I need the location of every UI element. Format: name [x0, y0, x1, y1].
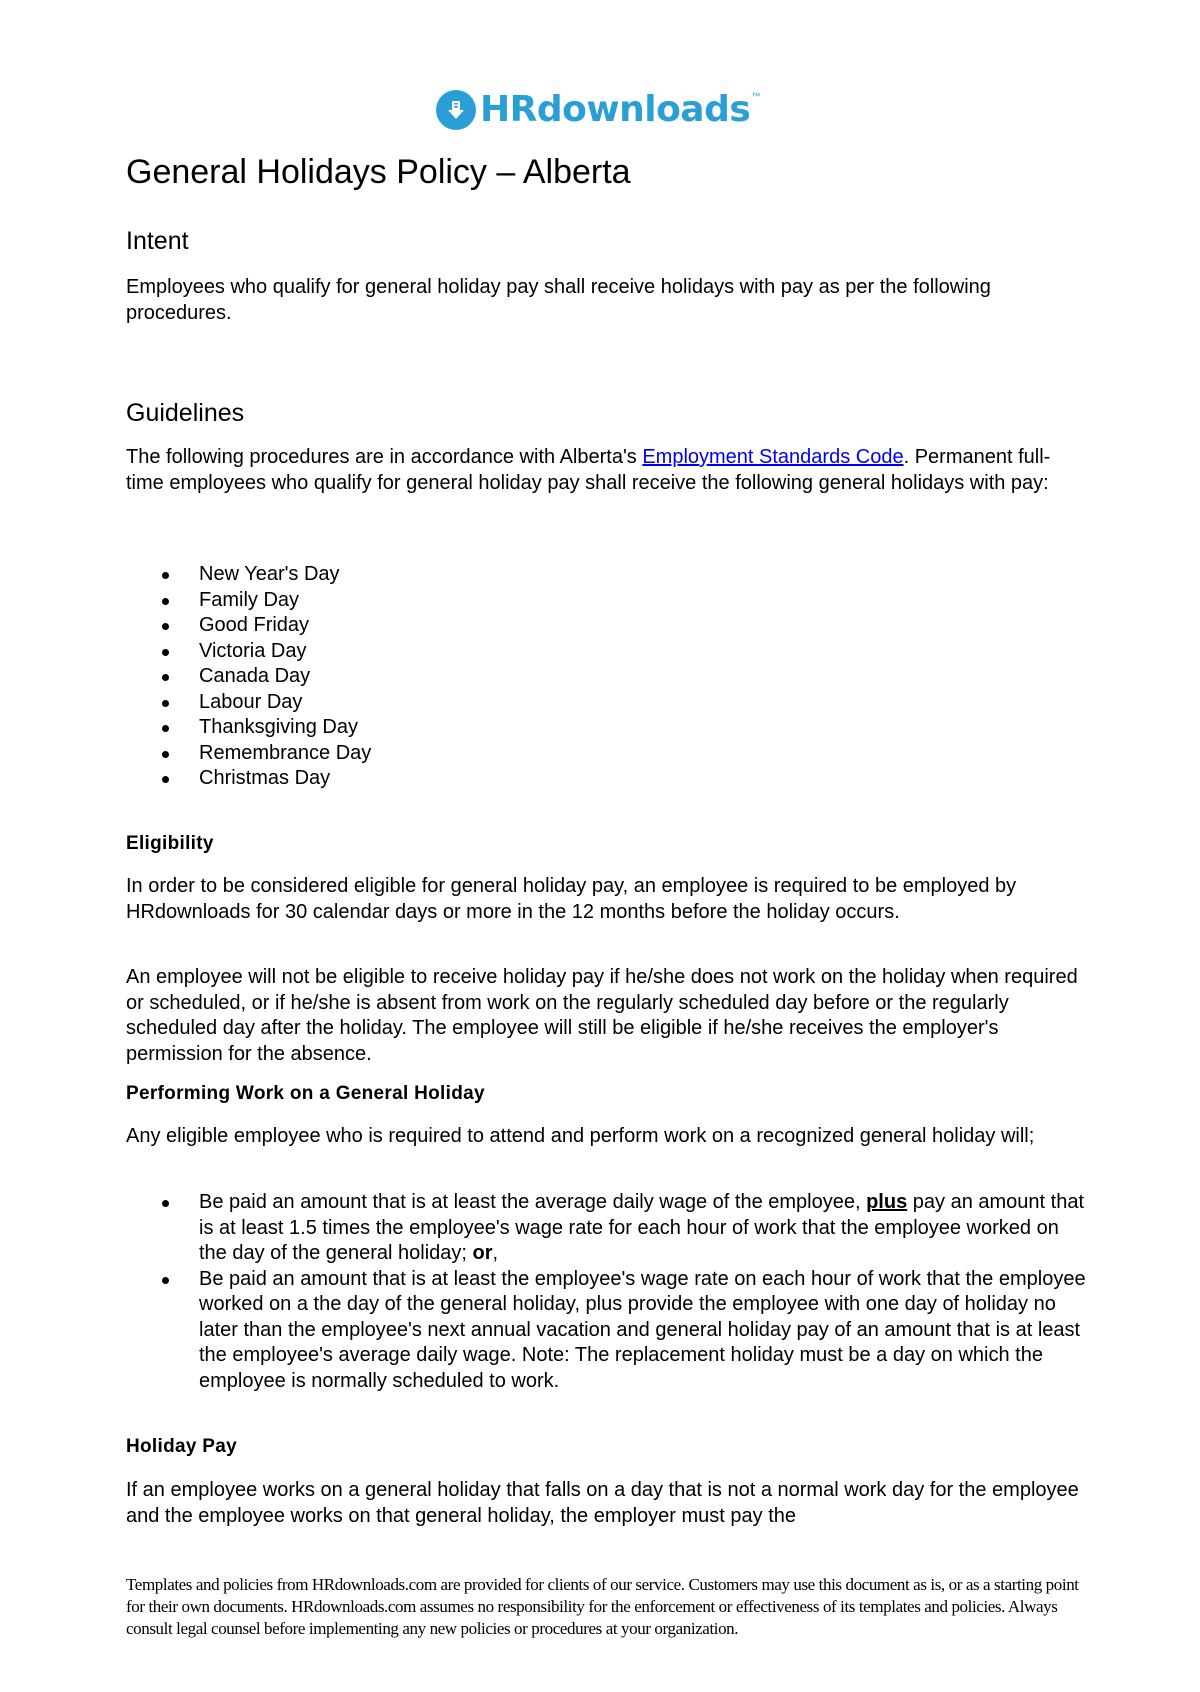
eligibility-paragraph-1: In order to be considered eligible for general holiday pay, an employee is required to be employed by HRdownloads for 30 calendar days or more in the 12 months before the holiday occurs. [126, 875, 1017, 923]
or-emphasis: or [472, 1242, 493, 1264]
employment-standards-code-link[interactable]: Employment Standards Code [642, 446, 904, 468]
trademark-mark: ™ [751, 91, 761, 101]
list-item: Good Friday [126, 613, 1086, 639]
list-item: Be paid an amount that is at least the employee's wage rate on each hour of work that the employee worked on a the day of the general holiday, plus provide the employee with one day of holiday no later than the employee's next annual vacation and general holiday pay of an amount that is at least the employee's average daily wage. Note: The replacement holiday must be a day on which the employee is normally scheduled to work. [126, 1267, 1086, 1395]
brand-name: HRdownloads [480, 89, 751, 130]
document-title: General Holidays Policy – Alberta [126, 153, 631, 191]
eligibility-paragraph-2: An employee will not be eligible to receive holiday pay if he/she does not work on the holiday when required or scheduled, or if he/she is absent from work on the regularly scheduled day before or the regularly scheduled day after the holiday. The employee will still be eligible if he/she receives the employer's permission for the absence. [126, 966, 1078, 1065]
list-item: Canada Day [126, 664, 1086, 690]
holiday-list [126, 562, 1086, 792]
list-item: Christmas Day [126, 766, 1086, 792]
performing-work-list [126, 1190, 1086, 1394]
guidelines-heading: Guidelines [126, 399, 245, 427]
guidelines-text: The following procedures are in accordance with Alberta's Employment Standards Code. Permanent full-time employees who qualify for general holiday pay shall receive the following general holidays with pay: [126, 446, 1051, 494]
list-item: Remembrance Day [126, 741, 1086, 767]
intent-heading: Intent [126, 227, 189, 255]
footer-disclaimer: Templates and policies from HRdownloads.com are provided for clients of our service. Customers may use this document as is, or as a starting point for their own documents. HRdownloads.com assumes no responsibility for the enforcement or effectiveness of its templates and policies. Always consult legal counsel before implementing any new policies or procedures at your organization. [126, 1575, 1079, 1638]
holiday-pay-text: If an employee works on a general holiday that falls on a day that is not a normal work day for the employee and the employee works on that general holiday, the employer must pay the [126, 1479, 1079, 1527]
list-item: New Year's Day [126, 562, 1086, 588]
brand-logo [436, 85, 760, 135]
holiday-pay-heading: Holiday Pay [126, 1436, 238, 1457]
eligibility-heading: Eligibility [126, 833, 214, 854]
download-arrow-icon [436, 90, 476, 130]
list-item: Thanksgiving Day [126, 715, 1086, 741]
list-item: Labour Day [126, 690, 1086, 716]
performing-work-heading: Performing Work on a General Holiday [126, 1083, 485, 1104]
plus-emphasis: plus [866, 1191, 908, 1213]
list-item: Be paid an amount that is at least the average daily wage of the employee, plus pay an amount that is at least 1.5 times the employee's wage rate for each hour of work that the employee worked on the day of the general holiday; or, [126, 1190, 1086, 1267]
intent-text: Employees who qualify for general holiday pay shall receive holidays with pay as per the following procedures. [126, 276, 991, 324]
list-item: Family Day [126, 588, 1086, 614]
list-item: Victoria Day [126, 639, 1086, 665]
performing-work-intro: Any eligible employee who is required to attend and perform work on a recognized general holiday will; [126, 1125, 1035, 1147]
